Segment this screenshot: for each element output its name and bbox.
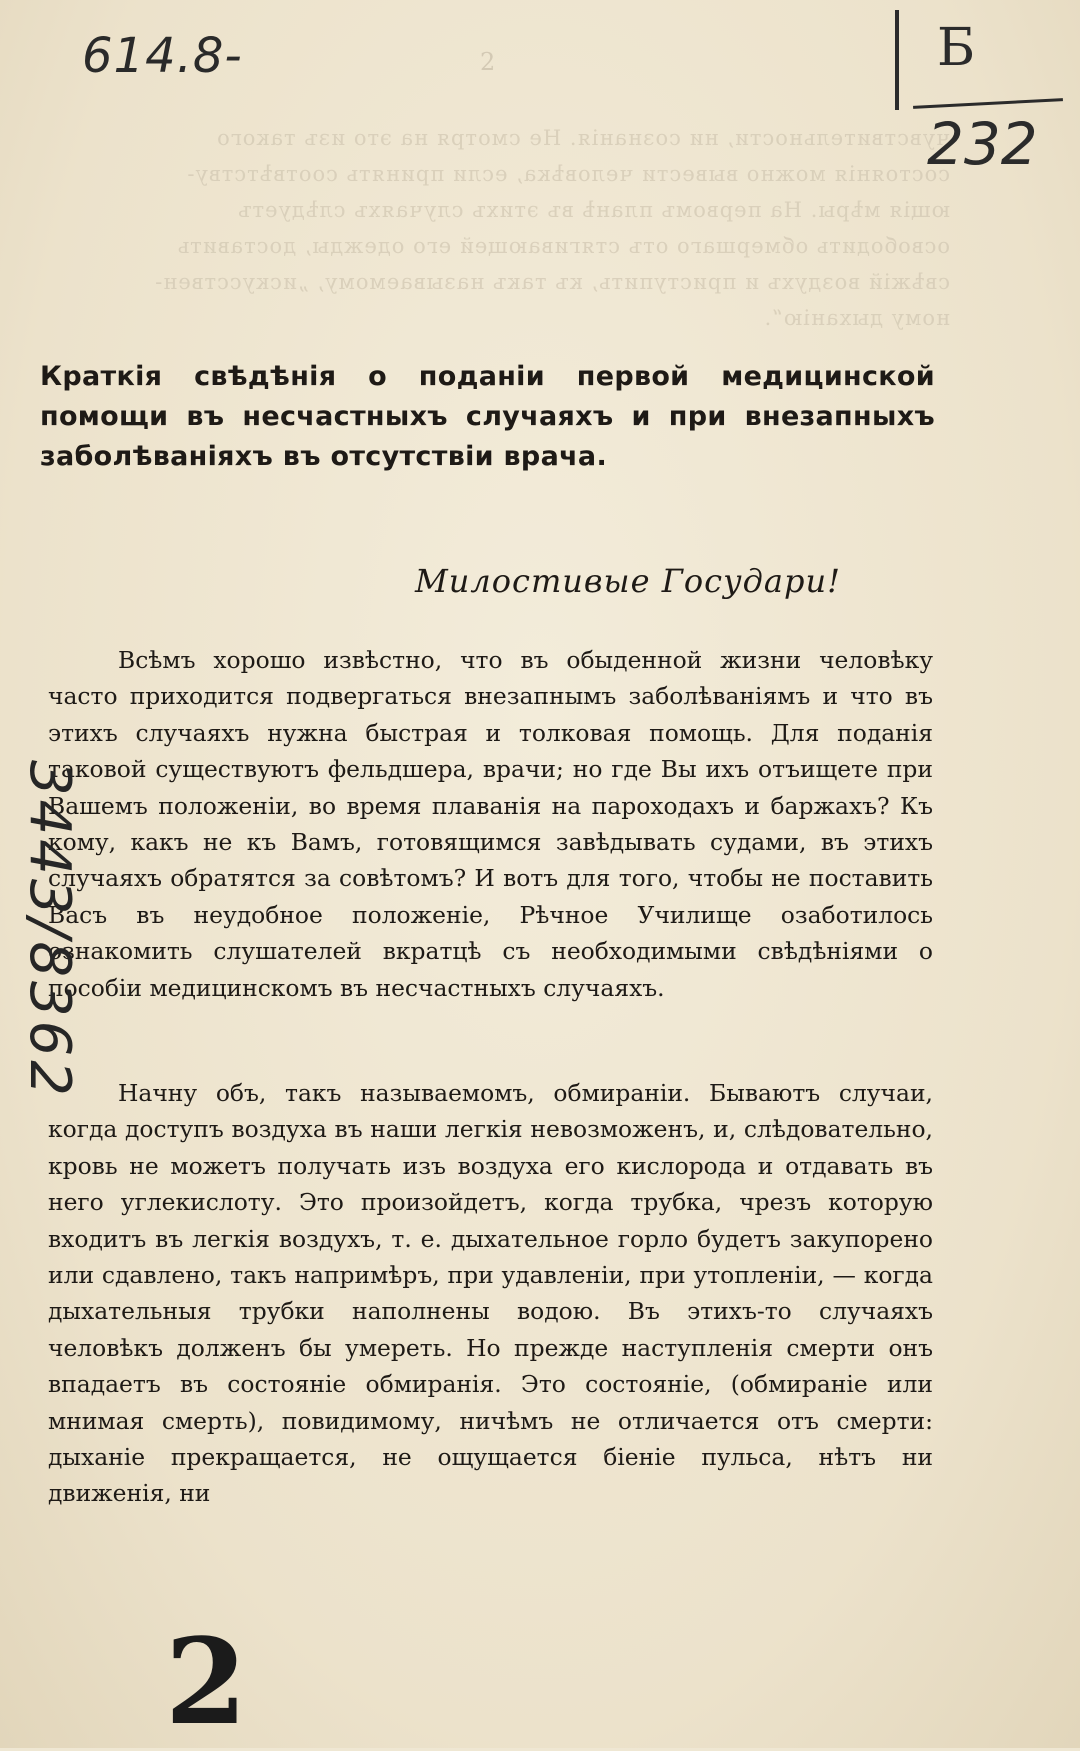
page-number: 2	[165, 1612, 248, 1751]
bleed-through-text	[130, 120, 950, 336]
bleed-line: состоянія можно вывести человѣка, если принять соотвѣтству-	[186, 162, 950, 186]
call-number-divider	[913, 98, 1063, 109]
call-number-letter: Б	[937, 18, 976, 78]
paragraph-2: Начну объ, такъ называемомъ, обмираніи. Бываютъ случаи, когда доступъ воздуха въ наши легкія невозможенъ, и, слѣдовательно, кровь не можетъ получать изъ воздуха его кислорода и отдавать въ него углекислоту. Это произойдетъ, когда трубка, чрезъ которую входитъ въ легкія воздухъ, т. е. дыхательное горло будетъ закупорено или сдавлено, такъ напримѣръ, при удавленіи, при утопленіи, — когда дыхательныя трубки наполнены водою. Въ этихъ-то случаяхъ человѣкъ долженъ бы умереть. Но прежде наступленія смерти онъ впадаетъ въ состояніе обмиранія. Это состояніе, (обмираніе или мнимая смерть), повидимому, ничѣмъ не отличается отъ смерти: дыханіе прекращается, не ощущается біеніе пульса, нѣтъ ни движенія, ни	[48, 1079, 933, 1508]
bleed-line: освободить обмершаго отъ стягивающей его одежды, доставить	[176, 234, 950, 258]
bleed-line: ющія мѣры. На первомъ планѣ въ этихъ случаяхъ слѣдуетъ	[237, 198, 950, 222]
paragraph-1: Всѣмъ хорошо извѣстно, что въ обыденной жизни человѣку часто приходится подвергаться внезапнымъ заболѣваніямъ и что въ этихъ случаяхъ нужна быстрая и толковая помощь. Для поданія таковой существуютъ фельдшера, врачи; но где Вы ихъ отъищете при Вашемъ положеніи, во время плаванія на пароходахъ и баржахъ? Къ кому, какъ не къ Вамъ, готовящимся завѣдывать судами, въ этихъ случаяхъ обратятся за совѣтомъ? И вотъ для того, чтобы не поставить Васъ въ неудобное положеніе, Рѣчное Училище озаботилось ознакомить слушателей вкратцѣ съ необходимыми свѣдѣніями о пособіи медицинскомъ въ несчастныхъ случаяхъ.	[48, 646, 933, 1002]
handwritten-shelf-mark: 614.8-	[82, 28, 243, 84]
bleed-line: чувствительности, ни сознанія. Не смотря на это изъ такого	[216, 126, 950, 150]
bleed-through-page-number: 2	[480, 48, 496, 76]
document-title: Краткія свѣдѣнія о поданіи первой медицинской помощи въ несчастныхъ случаяхъ и при внезапныхъ заболѣваніяхъ въ отсутствіи врача.	[40, 361, 935, 472]
call-number-vertical-rule	[895, 10, 899, 110]
bleed-line: свѣжій воздухъ и приступить, къ такъ называемому, „искусствен-	[154, 270, 950, 294]
call-number-digits: 232	[927, 110, 1038, 178]
library-call-number	[895, 10, 1075, 200]
salutation: Милостивые Государи!	[415, 562, 841, 600]
bleed-line: ному дыханію“.	[763, 306, 950, 330]
handwritten-margin-note: 3443/8362	[17, 760, 82, 1100]
